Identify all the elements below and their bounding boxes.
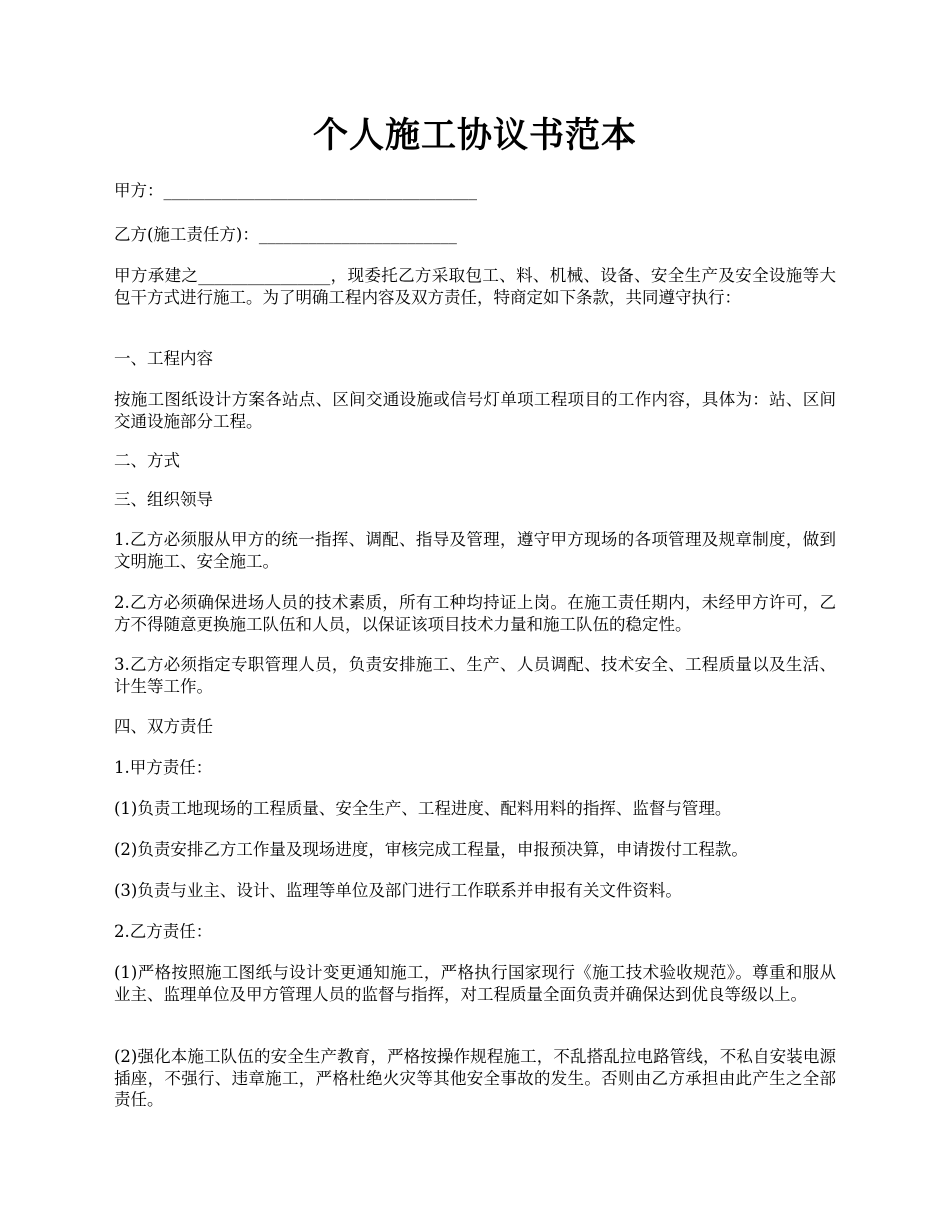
section-3-item-1: 1.乙方必须服从甲方的统一指挥、调配、指导及管理，遵守甲方现场的各项管理及规章制度，做到文明施工、安全施工。 — [114, 530, 836, 571]
party-a-responsibility-1: (1)负责工地现场的工程质量、安全生产、工程进度、配料用料的指挥、监督与管理。 — [114, 799, 732, 818]
party-a-responsibility-2: (2)负责安排乙方工作量及现场进度，审核完成工程量，申报预决算，申请拨付工程款。 — [114, 840, 748, 859]
section-heading-1: 一、工程内容 — [114, 349, 213, 368]
document-title: 个人施工协议书范本 — [312, 115, 637, 156]
intro-paragraph: 甲方承建之________________，现委托乙方采取包工、料、机械、设备、安全生产及安全设施等大包干方式进行施工。为了明确工程内容及双方责任，特商定如下条款，共同遵守执行： — [114, 266, 836, 307]
party-b-responsibility-1: (1)严格按照施工图纸与设计变更通知施工，严格执行国家现行《施工技术验收规范》。尊重和服从业主、监理单位及甲方管理人员的监督与指挥，对工程质量全面负责并确保达到优良等级以上。 — [114, 963, 836, 1004]
party-b-line: 乙方(施工责任方)：________________________ — [114, 225, 457, 244]
party-a-responsibility-heading: 1.甲方责任： — [114, 758, 213, 777]
party-a-responsibility-3: (3)负责与业主、设计、监理等单位及部门进行工作联系并申报有关文件资料。 — [114, 881, 682, 900]
section-1-content: 按施工图纸设计方案各站点、区间交通设施或信号灯单项工程项目的工作内容，具体为：站、区间交通设施部分工程。 — [114, 390, 836, 431]
party-b-responsibility-heading: 2.乙方责任： — [114, 922, 213, 941]
section-heading-2: 二、方式 — [114, 451, 180, 470]
section-3-item-3: 3.乙方必须指定专职管理人员，负责安排施工、生产、人员调配、技术安全、工程质量以及生活、计生等工作。 — [114, 655, 836, 696]
section-3-item-2: 2.乙方必须确保进场人员的技术素质，所有工种均持证上岗。在施工责任期内，未经甲方许可，乙方不得随意更换施工队伍和人员，以保证该项目技术力量和施工队伍的稳定性。 — [114, 593, 836, 634]
party-b-responsibility-2: (2)强化本施工队伍的安全生产教育，严格按操作规程施工，不乱搭乱拉电路管线，不私自安装电源插座，不强行、违章施工，严格杜绝火灾等其他安全事故的发生。否则由乙方承担由此产生之全部责任。 — [114, 1047, 836, 1109]
section-heading-4: 四、双方责任 — [114, 717, 213, 736]
section-heading-3: 三、组织领导 — [114, 490, 213, 509]
party-a-line: 甲方：______________________________________ — [114, 181, 477, 200]
